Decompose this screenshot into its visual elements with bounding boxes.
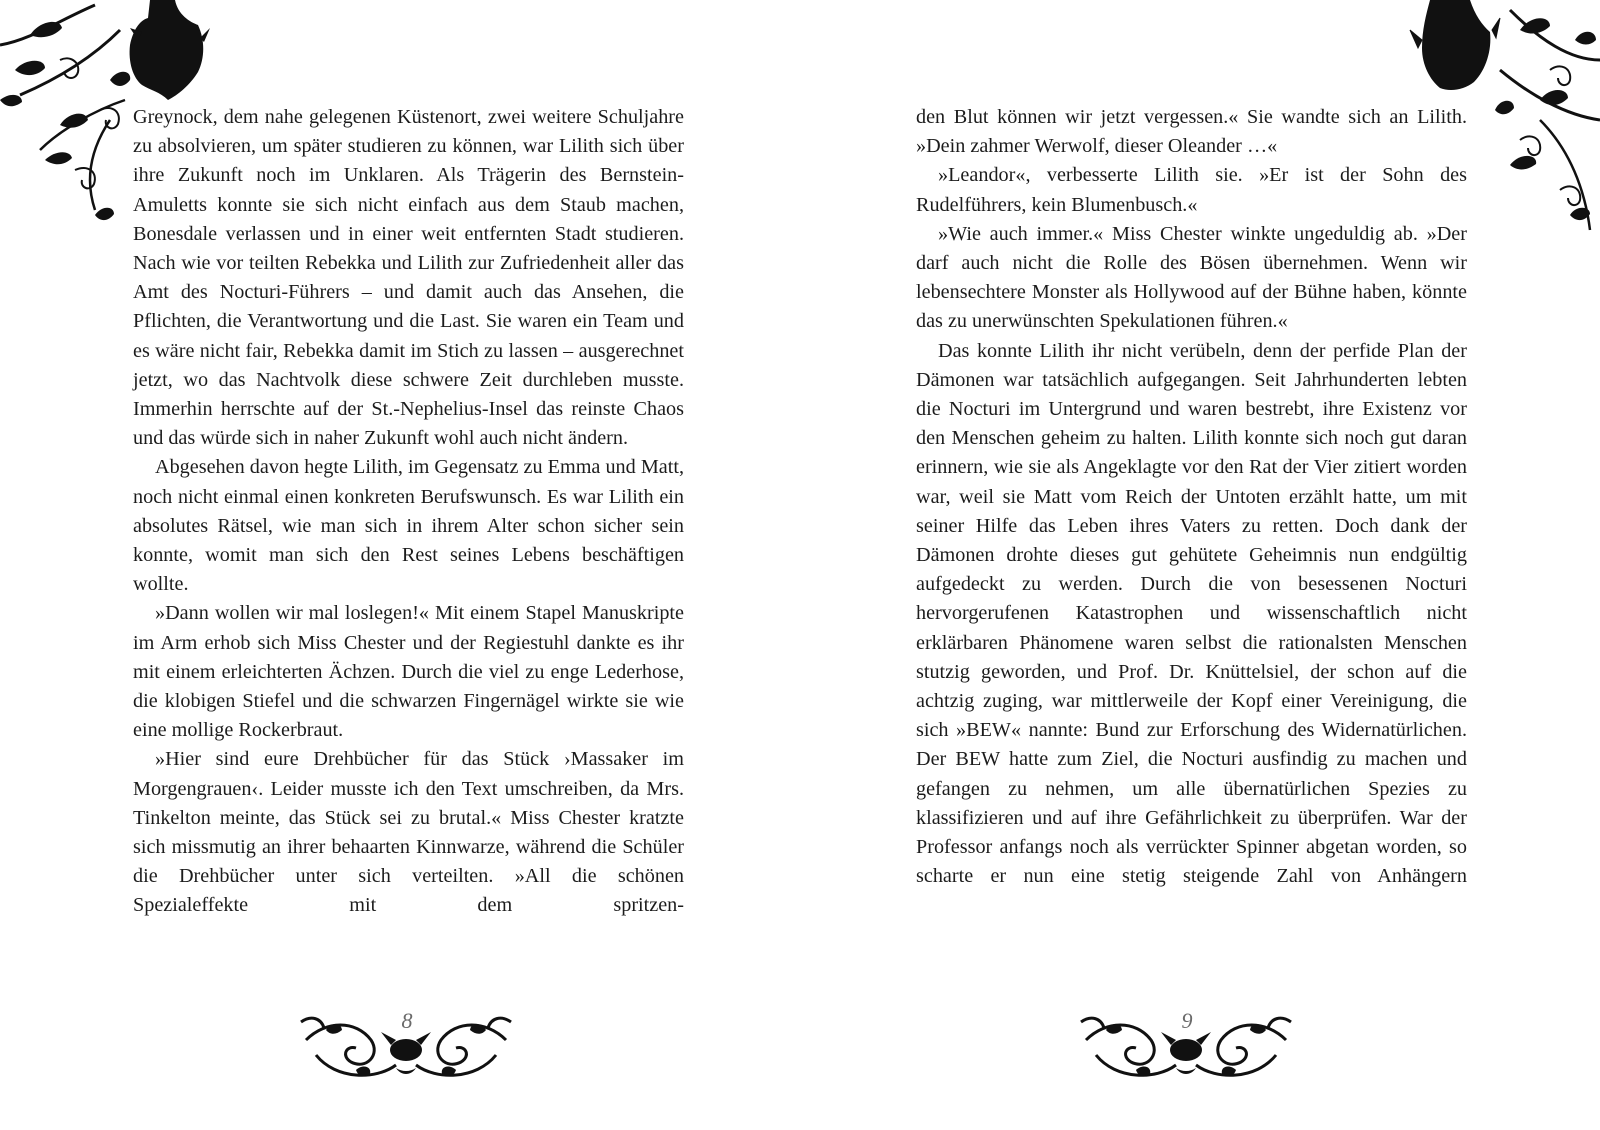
paragraph: Das konnte Lilith ihr nicht verübeln, denn der perfide Plan der Dämonen war tatsächlich aufgegangen. Seit Jahrhunderten lebten die Nocturi im Untergrund und waren bestrebt, ihre Existenz vor den Menschen geheim zu halten. Lilith konnte sich noch gut daran erinnern, wie sie als Angeklagte vor den Rat der Vier zitiert worden war, weil sie Matt vom Reich der Untoten erzählt hatte, um mit seiner Hilfe das Leben ihres Vaters zu retten. Doch dank der Dämonen drohte dieses gut gehütete Geheimnis nun endgültig aufgedeckt zu werden. Durch die von besessenen Nocturi hervorgerufenen Katastrophen und wissenschaftlich nicht erklärbaren Phänomene waren selbst die rationalsten Menschen stutzig geworden, und Prof. Dr. Knüttelsiel, der schon auf die achtzig zuging, war mittlerweile der Kopf einer Vereinigung, die sich »BEW« nannte: Bund zur Erforschung des Widernatürlichen. Der BEW hatte zum Ziel, die Nocturi ausfindig zu machen und gefangen zu nehmen, um alle übernatürlichen Spezies zu klassifizieren und auf ihre Gefährlichkeit zu überprüfen. War der Professor anfangs noch als verrückter Spinner abgetan worden, so scharte er nun eine stetig steigende Zahl von Anhängern [916,339,1467,888]
paragraph: »Dann wollen wir mal loslegen!« Mit einem Stapel Manuskripte im Arm erhob sich Miss Chester und der Regiestuhl dankte es ihr mit einem erleichterten Ächzen. Durch die viel zu enge Lederhose, die klobigen Stiefel und die schwarzen Fingernägel wirkte sie wie eine mollige Rockerbraut. [133,602,684,742]
page-number: 9 [1181,1008,1193,1033]
paragraph: »Leandor«, verbesserte Lilith sie. »Er ist der Sohn des Rudelführers, kein Blumenbusch.« [916,164,1467,216]
left-page-text [133,103,684,921]
right-page [800,0,1600,1130]
paragraph: Abgesehen davon hegte Lilith, im Gegensatz zu Emma und Matt, noch nicht einmal einen konkreten Berufswunsch. Es war Lilith ein absolutes Rätsel, wie man sich in ihrem Alter schon sicher sein konnte, womit man sich den Rest seines Lebens beschäftigen wollte. [133,456,684,596]
paragraph: Greynock, dem nahe gelegenen Küstenort, zwei weitere Schuljahre zu absolvieren, um später studieren zu können, war Lilith sich über ihre Zukunft noch im Unklaren. Als Trägerin des Bernstein-Amuletts konnte sie sich nicht einfach aus dem Staub machen, Bonesdale verlassen und in einer weit entfernten Stadt studieren. Nach wie vor teilten Rebekka und Lilith zur Zufriedenheit aller das Amt des Nocturi-Führers – und damit auch das Ansehen, die Pflichten, die Verantwortung und die Last. Sie waren ein Team und es wäre nicht fair, Rebekka damit im Stich zu lassen – ausgerechnet jetzt, wo das Nachtvolk diese schwere Zeit durchleben musste. Immerhin herrschte auf der St.-Nephelius-Insel das reinste Chaos und das würde sich in naher Zukunft wohl auch nicht ändern. [133,106,684,450]
paragraph: »Hier sind eure Drehbücher für das Stück ›Massaker im Morgengrauen‹. Leider musste ich den Text umschreiben, da Mrs. Tinkelton meinte, das Stück sei zu brutal.« Miss Chester kratzte sich missmutig an ihrer behaarten Kinnwarze, während die Schüler die Drehbücher unter sich verteilten. »All die schönen Spezialeffekte mit dem spritzen- [133,748,684,917]
paragraph: »Wie auch immer.« Miss Chester winkte ungeduldig ab. »Der darf auch nicht die Rolle des Bösen übernehmen. Wenn wir lebensechtere Monster als Hollywood auf der Bühne haben, könnte das zu unerwünschten Spekulationen führen.« [916,222,1467,333]
paragraph: den Blut können wir jetzt vergessen.« Sie wandte sich an Lilith. »Dein zahmer Werwolf, dieser Oleander …« [916,106,1467,158]
right-page-text [916,103,1467,891]
page-number: 8 [401,1008,413,1033]
